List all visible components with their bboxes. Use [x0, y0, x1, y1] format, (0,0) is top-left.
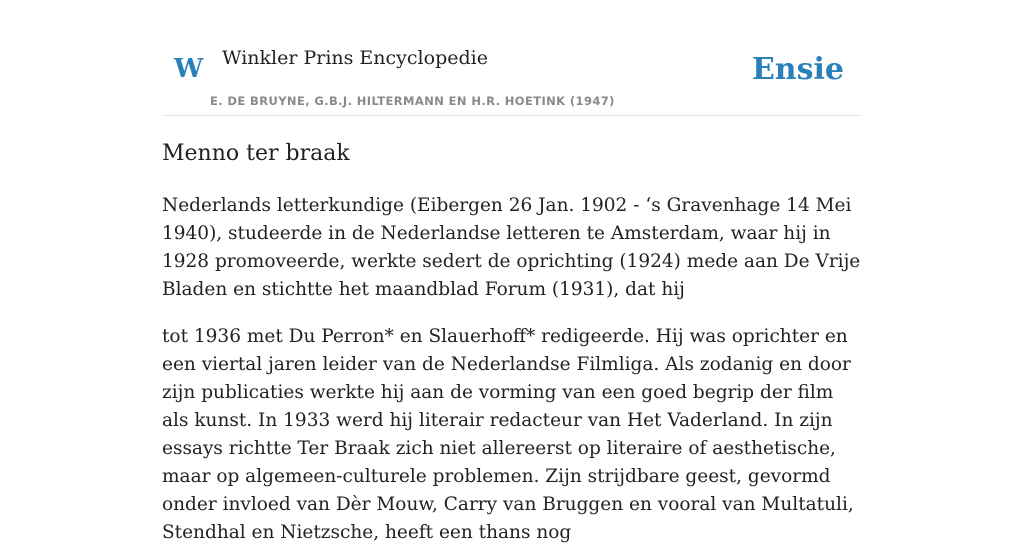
source-title[interactable]: Winkler Prins Encyclopedie [222, 47, 488, 69]
winkler-prins-logo[interactable]: W [174, 54, 204, 84]
source-authors: E. DE BRUYNE, G.B.J. HILTERMANN EN H.R. HOETINK (1947) [210, 94, 615, 108]
ensie-logo[interactable]: Ensie [751, 52, 844, 87]
article-title: Menno ter braak [162, 141, 350, 166]
article-paragraph: tot 1936 met Du Perron* en Slauerhoff* redigeerde. Hij was oprichter en een viertal jaren leider van de Nederlandse Filmliga. Als zodanig en door zijn publicaties werkte hij aan de vorming van een goed begrip der film als kunst. In 1933 werd hij literair redacteur van Het Vaderland. In zijn essays richtte Ter Braak zich niet allereerst op literaire of aesthetische, maar op algemeen-culturele problemen. Zijn strijdbare geest, gevormd onder invloed van Dèr Mouw, Carry van Bruggen en vooral van Multatuli, Stendhal en Nietzsche, heeft een thans nog [162, 326, 854, 543]
article-paragraph: Nederlands letterkundige (Eibergen 26 Jan. 1902 - ‘s Gravenhage 14 Mei 1940), studeerde in de Nederlandse letteren te Amsterdam, waar hij in 1928 promoveerde, werkte sedert de oprichting (1924) mede aan De Vrije Bladen en stichtte het maandblad Forum (1931), dat hij [162, 195, 861, 300]
article-body [162, 136, 862, 547]
source-header [162, 0, 862, 116]
